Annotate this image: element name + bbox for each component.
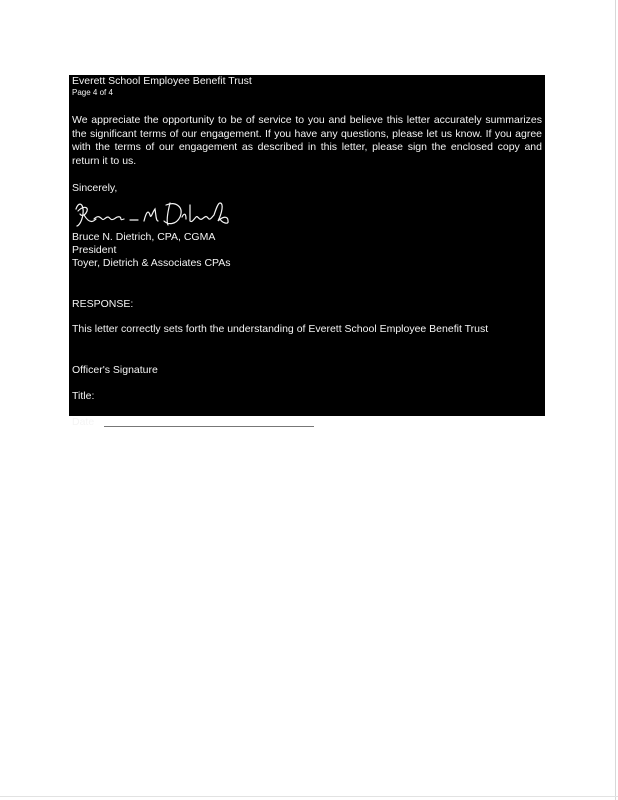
firm-name: Toyer, Dietrich & Associates CPAs (72, 257, 231, 269)
letter-header-page-number: Page 4 of 4 (72, 88, 113, 97)
title-label: Title: (72, 390, 95, 402)
officer-signature-label: Officer's Signature (72, 364, 158, 376)
response-heading: RESPONSE: (72, 298, 134, 310)
page-right-edge (615, 0, 616, 800)
handwritten-signature (72, 199, 242, 229)
signer-name: Bruce N. Dietrich, CPA, CGMA (72, 231, 216, 243)
salutation: Sincerely, (72, 182, 118, 194)
letter-page-4 (69, 75, 545, 428)
date-signature-line (104, 426, 314, 427)
signer-title: President (72, 244, 117, 256)
letter-header-client: Everett School Employee Benefit Trust (72, 75, 252, 87)
page-bottom-edge (0, 796, 618, 797)
response-statement: This letter correctly sets forth the understanding of Everett School Employee Benefit Trust (72, 323, 489, 335)
date-label: Date (72, 416, 95, 428)
closing-paragraph: We appreciate the opportunity to be of service to you and believe this letter accurately summarizes the significant terms of our engagement. If you have any questions, please let us know. If you agree with the terms of our engagement as described in this letter, please sign the enclosed copy and return it to us. (72, 114, 542, 167)
date-field (72, 416, 542, 429)
